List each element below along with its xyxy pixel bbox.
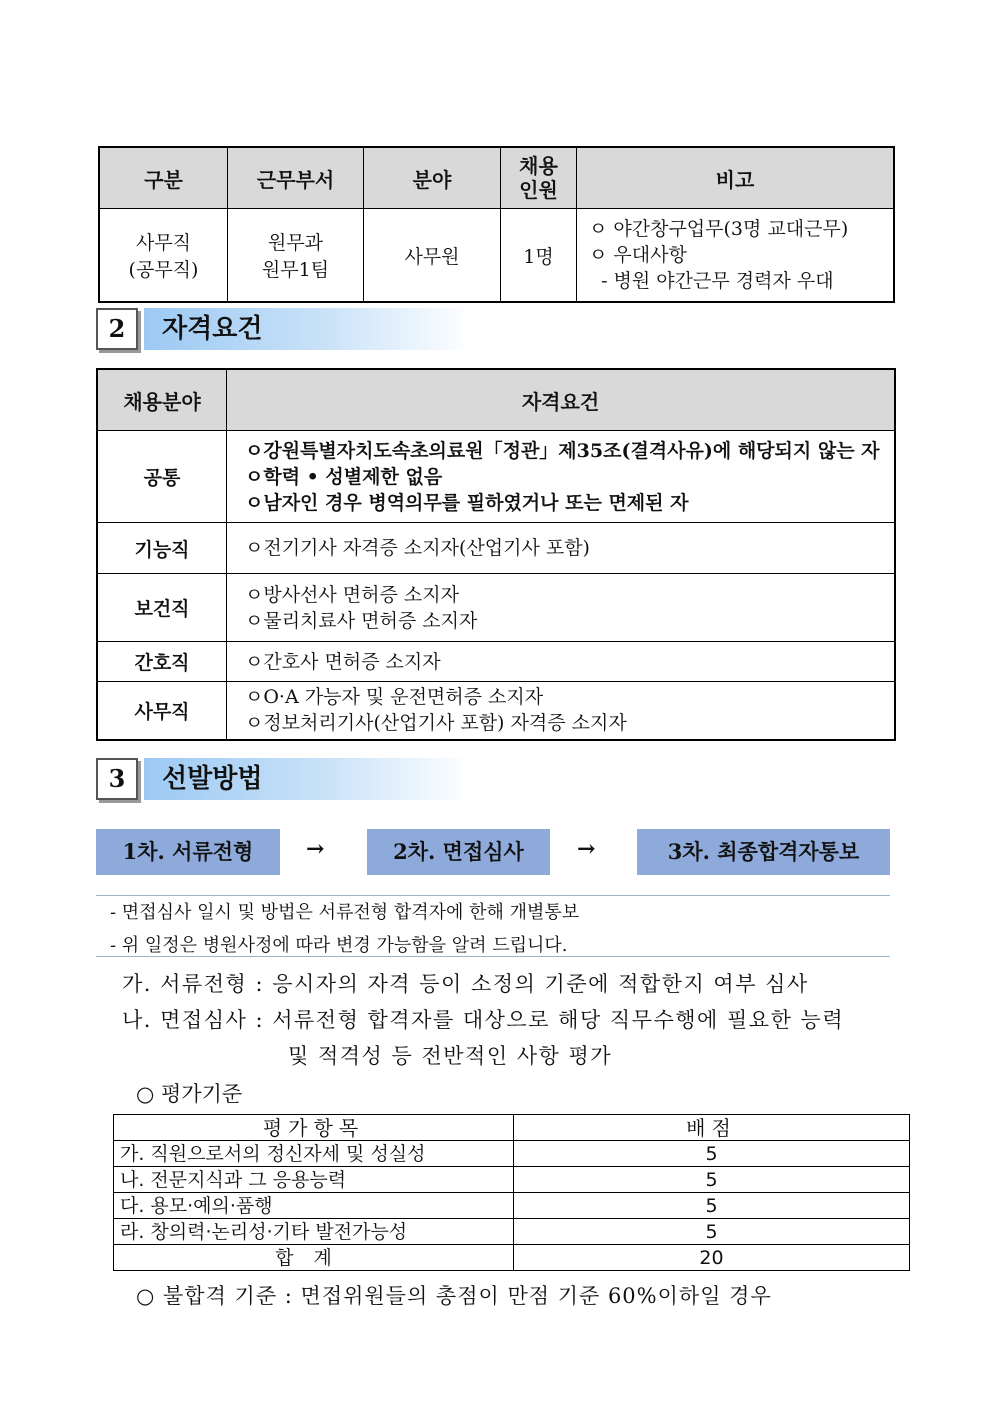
category-line: 사무직 [135,232,192,254]
score-cell: 5 [514,1141,910,1167]
requirements-cell [227,523,896,574]
department-cell [228,209,364,303]
process-step-final-notice: 3차. 최종합격자통보 [637,829,890,875]
requirement-line: ㅇO·A 가능자 및 운전면허증 소지자 [245,686,544,709]
qualifications-table [96,368,896,741]
field-cell: 공통 [97,431,227,523]
requirements-cell [227,431,896,523]
field-cell: 사무원 [364,209,501,303]
requirements-cell [227,682,896,740]
table-row [99,209,894,303]
recruitment-table-header [99,147,894,209]
item-cell: 가. 직원으로서의 정신자세 및 성실성 [114,1141,514,1167]
table-row [97,642,895,682]
table-row [97,431,895,523]
category-cell [99,209,228,303]
arrow-icon: → [306,836,325,862]
requirement-line: ㅇ정보처리기사(산업기사 포함) 자격증 소지자 [245,712,627,735]
qualifications-table-header [97,369,895,431]
field-cell: 사무직 [97,682,227,740]
requirements-cell [227,642,896,682]
method-interview-continued: 및 적격성 등 전반적인 사항 평가 [288,1044,613,1068]
method-interview: 나. 면접심사 : 서류전형 합격자를 대상으로 해당 직무수행에 필요한 능력 [122,1008,845,1032]
section-title: 선발방법 [144,758,472,800]
requirements-cell [227,574,896,642]
table-row [97,574,895,642]
table-row [97,523,895,574]
item-cell: 다. 용모·예의·품행 [114,1193,514,1219]
note-line: ㅇ 우대사항 [589,244,687,266]
department-line: 원무과 [267,232,324,254]
header-headcount: 채용 인원 [501,147,577,209]
total-row [114,1245,910,1271]
section-title: 자격요건 [144,308,472,350]
field-cell: 간호직 [97,642,227,682]
header-score: 배점 [514,1115,910,1141]
score-cell: 5 [514,1167,910,1193]
section-number: 2 [96,308,138,350]
note-line: - 병원 야간근무 경력자 우대 [589,270,834,292]
header-field: 채용분야 [97,369,227,431]
table-row [114,1167,910,1193]
department-line: 원무1팀 [261,259,330,281]
evaluation-table [113,1114,910,1271]
field-cell: 기능직 [97,523,227,574]
note-line: ㅇ 야간창구업무(3명 교대근무) [589,218,849,240]
criteria-title: ○ 평가기준 [136,1082,243,1106]
section-number: 3 [96,758,138,800]
table-row [97,682,895,740]
header-category: 구분 [99,147,228,209]
header-item: 평가항목 [114,1115,514,1141]
header-requirements: 자격요건 [227,369,896,431]
table-row [114,1219,910,1245]
arrow-icon: → [577,836,596,862]
notes-cell [577,209,895,303]
table-row [114,1141,910,1167]
requirement-line: ㅇ전기기사 자격증 소지자(산업기사 포함) [245,537,590,559]
requirement-line: ㅇ간호사 면허증 소지자 [245,650,441,673]
requirement-line: ㅇ물리치료사 면허증 소지자 [245,609,478,632]
process-note: - 면접심사 일시 및 방법은 서류전형 합격자에 한해 개별통보 [110,902,580,923]
header-notes: 비고 [577,147,895,209]
headcount-cell: 1명 [501,209,577,303]
item-cell: 라. 창의력·논리성·기타 발전가능성 [114,1219,514,1245]
process-note: - 위 일정은 병원사정에 따라 변경 가능함을 알려 드립니다. [110,935,568,956]
requirement-line: ㅇ강원특별자치도속초의료원「정관」제35조(결격사유)에 해당되지 않는 자 [245,439,880,462]
score-cell: 5 [514,1219,910,1245]
divider [96,956,890,957]
recruitment-table [98,146,895,303]
total-label: 합계 [114,1245,514,1271]
fail-criteria: ○ 불합격 기준 : 면접위원들의 총점이 만점 기준 60%이하일 경우 [136,1284,772,1308]
process-step-interview: 2차. 면접심사 [367,829,550,875]
field-cell: 보건직 [97,574,227,642]
total-score: 20 [514,1245,910,1271]
requirement-line: ㅇ방사선사 면허증 소지자 [245,583,459,606]
category-line: (공무직) [128,259,199,281]
requirement-line: ㅇ남자인 경우 병역의무를 필하였거나 또는 면제된 자 [245,491,689,514]
table-row [114,1193,910,1219]
score-cell: 5 [514,1193,910,1219]
process-step-document-screening: 1차. 서류전형 [96,829,280,875]
method-document-screening: 가. 서류전형 : 응시자의 자격 등이 소정의 기준에 적합한지 여부 심사 [122,972,809,996]
header-field: 분야 [364,147,501,209]
item-cell: 나. 전문지식과 그 응용능력 [114,1167,514,1193]
divider [96,895,890,896]
requirement-line: ㅇ학력 • 성별제한 없음 [245,465,443,488]
header-department: 근무부서 [228,147,364,209]
evaluation-table-header [114,1115,910,1141]
